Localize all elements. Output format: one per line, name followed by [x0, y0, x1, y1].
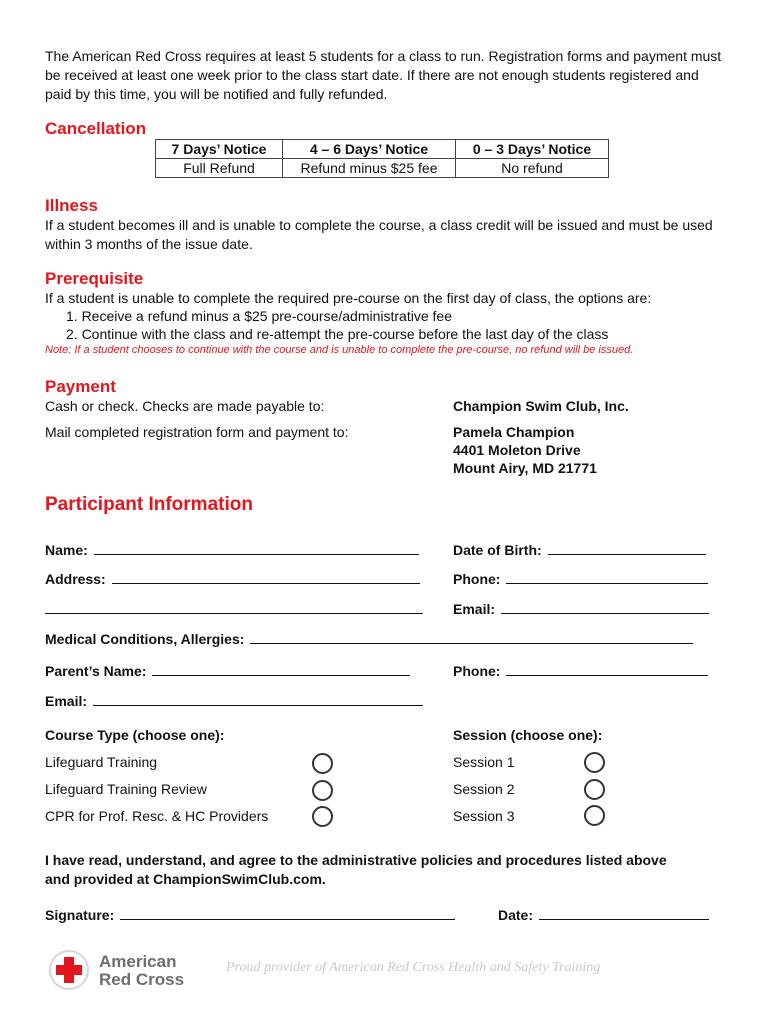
parent-name-label: Parent’s Name:	[45, 663, 147, 679]
parent-phone-line[interactable]	[506, 661, 708, 676]
phone-field[interactable]	[453, 569, 708, 587]
prerequisite-option-1: 1. Receive a refund minus a $25 pre-course/administrative fee	[66, 308, 452, 324]
session-option-3-label: Session 3	[453, 808, 515, 824]
logo-text-line-1: American	[99, 952, 177, 971]
parent-phone-label: Phone:	[453, 663, 501, 679]
parent-email-label: Email:	[45, 693, 88, 709]
cancel-col-2-value: Refund minus $25 fee	[283, 159, 456, 178]
session-option-2-radio[interactable]	[584, 779, 605, 800]
session-option-3-radio[interactable]	[584, 805, 605, 826]
intro-paragraph: The American Red Cross requires at least 5 students for a class to run. Registration forms and payment must be received at least one week prior to the class start date. If there are not enough students registered and paid by this time, you will be notified and fully refunded.	[45, 48, 722, 102]
address-field[interactable]	[45, 569, 420, 587]
mail-address-city: Mount Airy, MD 21771	[453, 460, 597, 476]
email-label: Email:	[453, 601, 496, 617]
parent-phone-field[interactable]	[453, 661, 708, 679]
agreement-line-2: and provided at ChampionSwimClub.com.	[45, 871, 326, 887]
payee-name: Champion Swim Club, Inc.	[453, 398, 629, 414]
phone-label: Phone:	[453, 571, 501, 587]
prerequisite-note: Note: If a student chooses to continue with the course and is unable to complete the pre-course, no refund will be issued.	[45, 344, 634, 356]
illness-text: If a student becomes ill and is unable to complete the course, a class credit will be issued and must be used within 3 months of the issue date.	[45, 217, 713, 252]
date-field[interactable]	[498, 905, 709, 923]
medical-field[interactable]	[45, 629, 693, 647]
name-label: Name:	[45, 542, 88, 558]
signature-field[interactable]	[45, 905, 455, 923]
course-option-1-radio[interactable]	[312, 753, 333, 774]
name-field[interactable]	[45, 540, 419, 558]
dob-field[interactable]	[453, 540, 706, 558]
cancel-col-1-title: 7 Days’ Notice	[156, 140, 283, 159]
mail-label: Mail completed registration form and payment to:	[45, 424, 349, 440]
address-line-2[interactable]	[45, 599, 423, 614]
medical-label: Medical Conditions, Allergies:	[45, 631, 245, 647]
parent-name-field[interactable]	[45, 661, 410, 679]
session-heading: Session (choose one):	[453, 727, 603, 743]
phone-line[interactable]	[506, 569, 708, 584]
course-option-3-radio[interactable]	[312, 806, 333, 827]
footer-tagline: Proud provider of American Red Cross Health and Safety Training	[226, 960, 601, 975]
payment-heading: Payment	[45, 377, 116, 396]
course-type-heading: Course Type (choose one):	[45, 727, 225, 743]
red-cross-logo-icon	[49, 950, 89, 990]
agreement-line-1: I have read, understand, and agree to the administrative policies and procedures listed above	[45, 852, 667, 868]
mail-address-street: 4401 Moleton Drive	[453, 442, 581, 458]
prerequisite-option-2: 2. Continue with the class and re-attempt the pre-course before the last day of the class	[66, 326, 609, 342]
cancel-col-1-value: Full Refund	[156, 159, 283, 178]
session-option-1-radio[interactable]	[584, 752, 605, 773]
cancellation-table	[155, 139, 609, 178]
cancel-col-2-title: 4 – 6 Days’ Notice	[283, 140, 456, 159]
address-label: Address:	[45, 571, 106, 587]
dob-label: Date of Birth:	[453, 542, 542, 558]
cancel-col-3-title: 0 – 3 Days’ Notice	[456, 140, 609, 159]
session-option-2-label: Session 2	[453, 781, 515, 797]
name-line[interactable]	[94, 540, 419, 555]
signature-label: Signature:	[45, 907, 115, 923]
course-option-3-label: CPR for Prof. Resc. & HC Providers	[45, 808, 269, 824]
dob-line[interactable]	[548, 540, 706, 555]
illness-heading: Illness	[45, 196, 98, 215]
participant-heading: Participant Information	[45, 494, 253, 515]
course-option-1-label: Lifeguard Training	[45, 754, 158, 770]
parent-email-line[interactable]	[93, 691, 423, 706]
mail-address-name: Pamela Champion	[453, 424, 575, 440]
date-line[interactable]	[539, 905, 709, 920]
prerequisite-heading: Prerequisite	[45, 269, 144, 288]
email-field[interactable]	[453, 599, 709, 617]
parent-email-field[interactable]	[45, 691, 423, 709]
address-line[interactable]	[112, 569, 420, 584]
cancel-col-3-value: No refund	[456, 159, 609, 178]
prerequisite-text: If a student is unable to complete the required pre-course on the first day of class, the options are:	[45, 290, 652, 306]
parent-name-line[interactable]	[152, 661, 410, 676]
medical-line[interactable]	[250, 629, 693, 644]
cancellation-heading: Cancellation	[45, 119, 147, 138]
logo-text-line-2: Red Cross	[99, 970, 185, 989]
payment-method-label: Cash or check. Checks are made payable to:	[45, 398, 325, 414]
course-option-2-radio[interactable]	[312, 780, 333, 801]
course-option-2-label: Lifeguard Training Review	[45, 781, 207, 797]
session-option-1-label: Session 1	[453, 754, 515, 770]
email-line[interactable]	[501, 599, 709, 614]
signature-line[interactable]	[120, 905, 455, 920]
date-label: Date:	[498, 907, 534, 923]
address-line-2-field[interactable]	[45, 599, 423, 617]
